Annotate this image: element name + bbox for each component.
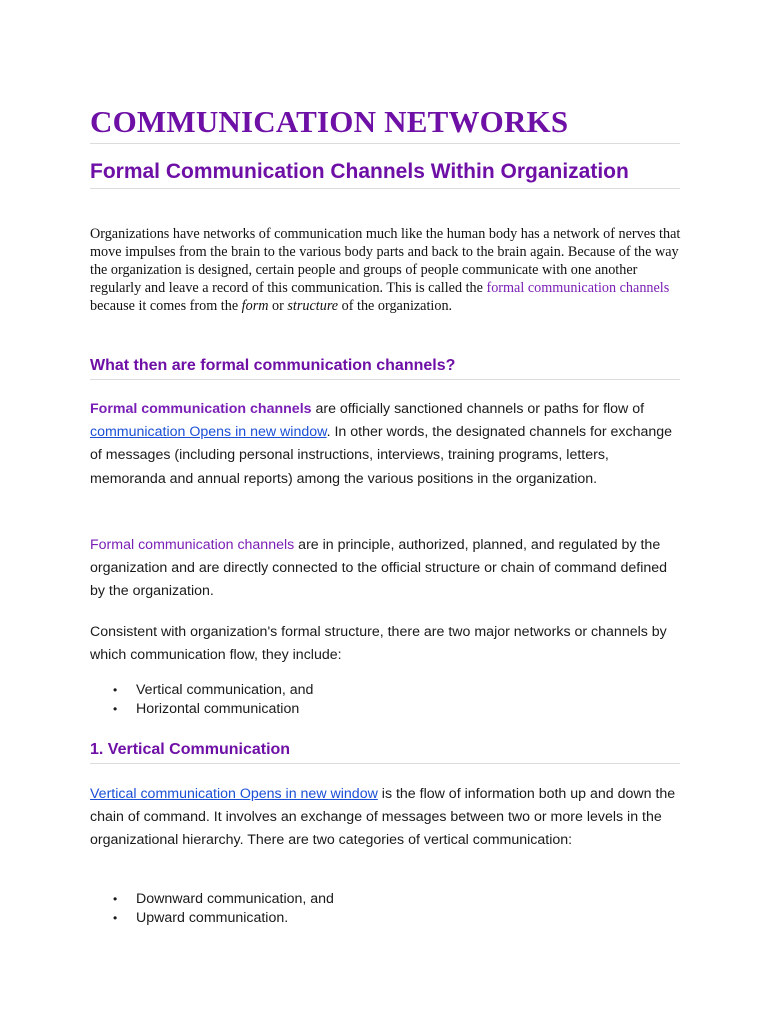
regulation-text: are in principle, authorized, planned, and regulated by the organization and are directly connected to the official structure or chain of command defined by the organization. (90, 537, 668, 600)
definition-text-2: . In other words, the designated channels for exchange of messages (including personal instructions, interviews, training programs, letters, memoranda and annual reports) among the various positions in the organization. (90, 424, 673, 487)
networks-list (90, 681, 313, 719)
definition-text-1: are officially sanctioned channels or paths for flow of (311, 401, 645, 417)
list-item (90, 681, 313, 700)
vertical-communication-link[interactable]: Vertical communication Opens in new window (90, 786, 378, 802)
bullet-icon: • (113, 892, 118, 906)
intro-em-form: form (241, 297, 269, 314)
page-subtitle: Formal Communication Channels Within Organization (90, 158, 680, 189)
list-item-label: Upward communication. (136, 910, 289, 926)
formal-channels-term: Formal communication channels (90, 401, 312, 417)
formal-channels-link-2[interactable]: Formal communication channels (90, 537, 295, 553)
list-item (90, 909, 334, 928)
communication-link[interactable]: communication Opens in new window (90, 424, 327, 441)
bullet-icon: • (113, 911, 118, 925)
bullet-icon: • (113, 702, 118, 716)
vertical-text: is the flow of information both up and down the chain of command. It involves an exchange of messages between two or more levels in the organizational hierarchy. There are two categories of vertical communication: (90, 786, 676, 849)
list-item (90, 890, 334, 909)
list-item (90, 700, 313, 719)
intro-text-4: of the organization. (338, 297, 453, 314)
formal-channels-definition (90, 398, 680, 491)
list-item-label: Horizontal communication (136, 701, 300, 717)
intro-text-1: Organizations have networks of communication much like the human body has a network of nerves that move impulses from the brain to the various body parts and back to the brain again. Because of the way the organization is designed, certain people and groups of people communicate with one another regularly and leave a record of this communication. This is called the (90, 226, 681, 296)
section-heading-vertical-communication: 1. Vertical Communication (90, 739, 680, 764)
list-item-label: Vertical communication, and (136, 682, 314, 698)
bullet-icon: • (113, 683, 118, 697)
intro-paragraph (90, 226, 688, 316)
major-networks-paragraph: Consistent with organization's formal structure, there are two major networks or channels by which communication flow, they include: (90, 624, 667, 664)
page-title: COMMUNICATION NETWORKS (90, 104, 680, 144)
intro-text-2: because it comes from the (90, 297, 242, 314)
intro-em-structure: structure (287, 297, 339, 314)
list-item-label: Downward communication, and (136, 891, 334, 907)
vertical-communication-paragraph (90, 783, 680, 853)
formal-channels-regulation (90, 534, 680, 604)
vertical-categories-list (90, 890, 334, 928)
intro-text-3: or (268, 297, 288, 314)
formal-channels-link[interactable]: formal communication channels (486, 279, 670, 296)
section-heading-formal-channels: What then are formal communication channels? (90, 355, 680, 380)
